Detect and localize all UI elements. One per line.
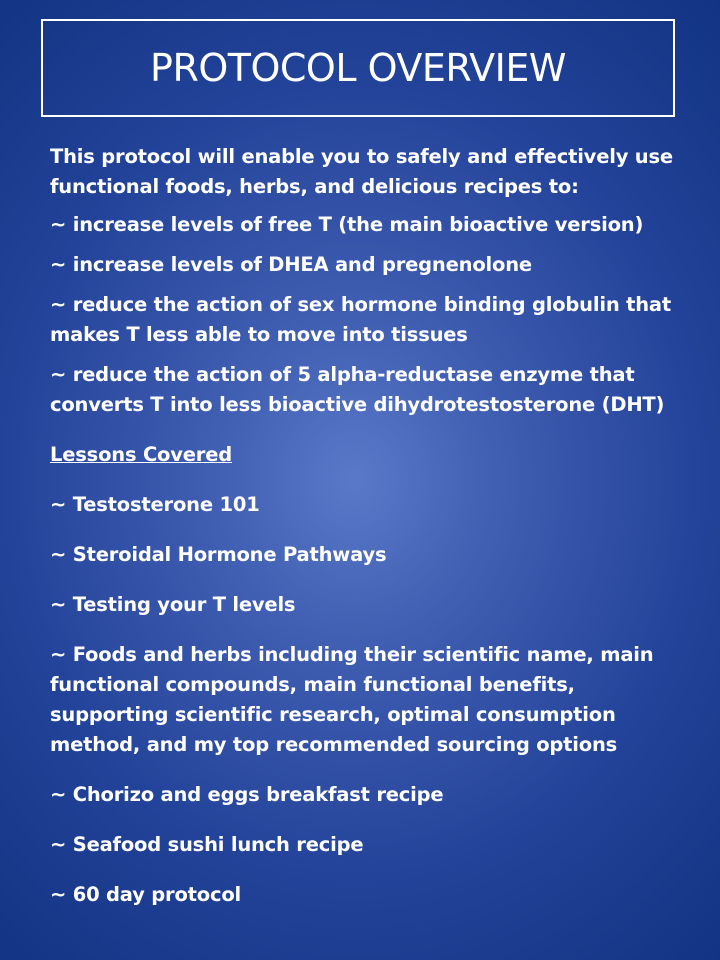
lesson-item: ~ Chorizo and eggs breakfast recipe	[50, 783, 444, 806]
lesson-item: ~ 60 day protocol	[50, 883, 242, 906]
title-box	[41, 19, 675, 117]
protocol-content	[50, 142, 680, 930]
lesson-item: ~ Steroidal Hormone Pathways	[50, 543, 387, 566]
lesson-item: ~ Seafood sushi lunch recipe	[50, 833, 364, 856]
goal-item: ~ reduce the action of sex hormone binding globulin that makes T less able to move into tissues	[50, 293, 671, 346]
lesson-item: ~ Testing your T levels	[50, 593, 296, 616]
intro-text: This protocol will enable you to safely and effectively use functional foods, herbs, and delicious recipes to:	[50, 145, 673, 198]
page-title: PROTOCOL OVERVIEW	[150, 46, 566, 90]
goal-item: ~ reduce the action of 5 alpha-reductase enzyme that converts T into less bioactive dihydrotestosterone (DHT)	[50, 363, 665, 416]
lesson-item: ~ Foods and herbs including their scientific name, main functional compounds, main functional benefits, supporting scientific research, optimal consumption method, and my top recommended sourcing options	[50, 643, 654, 756]
goal-item: ~ increase levels of free T (the main bioactive version)	[50, 213, 644, 236]
lesson-item: ~ Testosterone 101	[50, 493, 260, 516]
lessons-heading: Lessons Covered	[50, 443, 232, 466]
goal-item: ~ increase levels of DHEA and pregnenolone	[50, 253, 532, 276]
